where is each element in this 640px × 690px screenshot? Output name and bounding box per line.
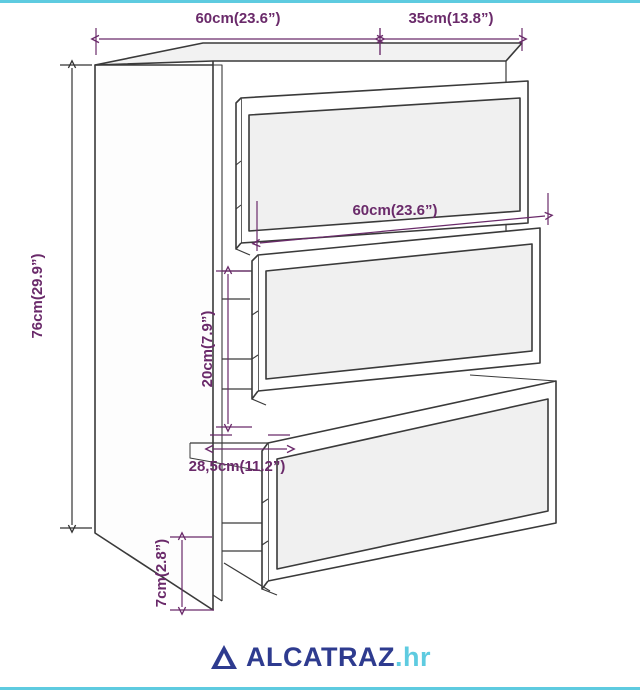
dim-bottom-gap-label: 7cm(2.8”) [153, 538, 170, 608]
brand-name: ALCATRAZ [246, 641, 395, 672]
dim-drawer-height-label: 20cm(7.9”) [199, 310, 216, 388]
brand-wordmark [246, 641, 431, 672]
dim-drawer-height [216, 271, 252, 427]
footer-branding [0, 627, 640, 687]
dim-height [60, 65, 92, 528]
dim-drawer-depth-label: 28,5cm(11.2”) [188, 458, 286, 475]
product-diagram [0, 3, 640, 630]
triangle-a-logo [209, 642, 239, 672]
brand-tld: .hr [394, 641, 431, 672]
dim-top-depth-label: 35cm(13.8”) [408, 10, 494, 27]
dim-top-width-label: 60cm(23.6”) [195, 10, 281, 27]
drawer-top [236, 81, 528, 255]
drawer-bottom [190, 375, 556, 595]
dim-drawer-width-label: 60cm(23.6”) [352, 202, 438, 219]
dim-height-label: 76cm(29.9”) [29, 253, 46, 339]
drawer-middle [252, 228, 540, 405]
